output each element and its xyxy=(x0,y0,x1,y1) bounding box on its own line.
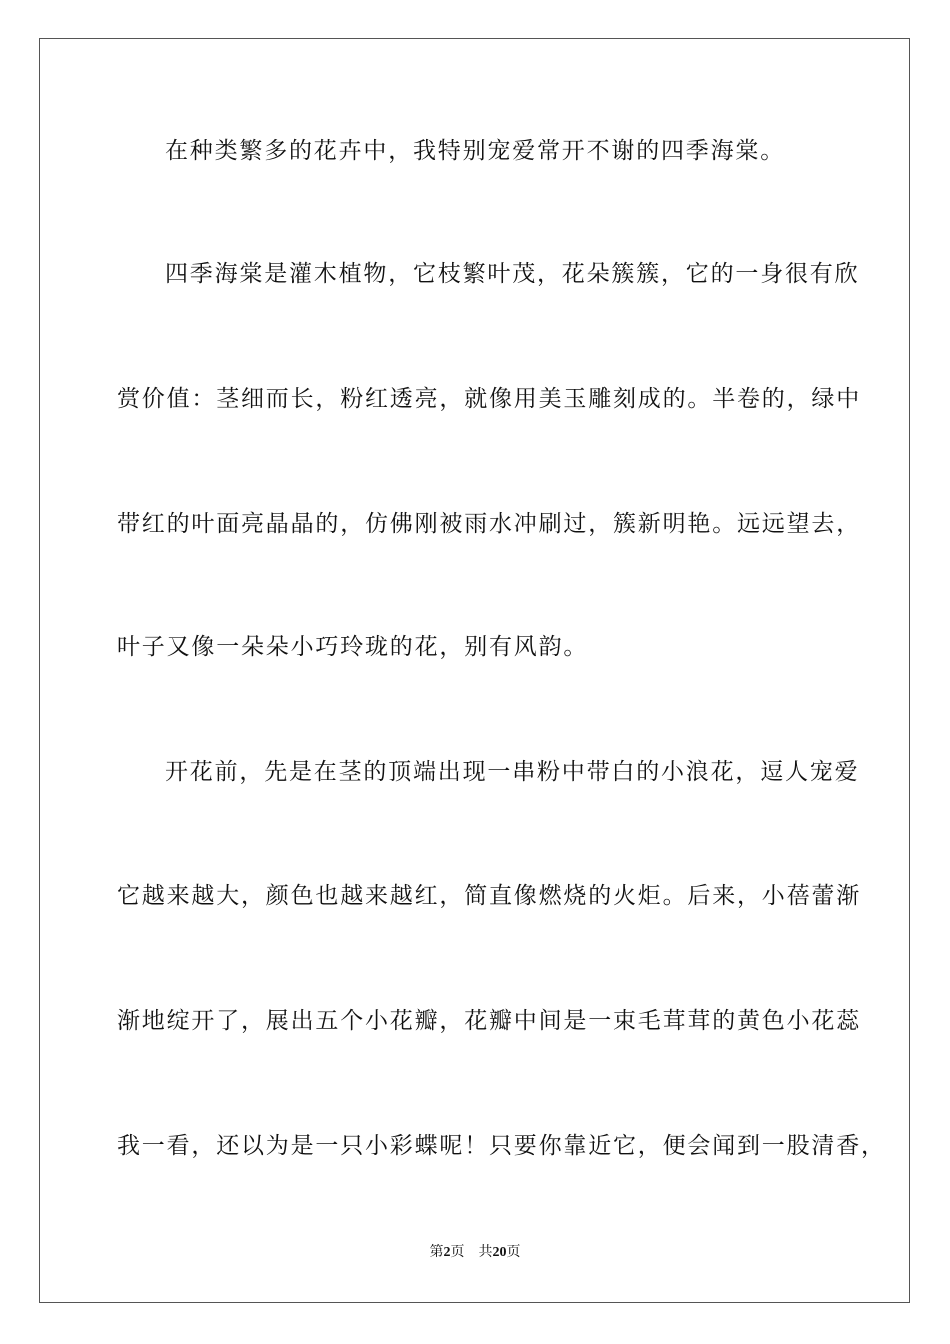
paragraph-line: 四季海棠是灌木植物，它枝繁叶茂，花朵簇簇，它的一身很有欣 xyxy=(165,261,860,287)
paragraph-line: 开花前，先是在茎的顶端出现一串粉中带白的小浪花，逗人宠爱 xyxy=(165,759,860,785)
page-border xyxy=(39,38,910,1303)
page-suffix: 页 xyxy=(450,1244,465,1260)
page-number: 2 xyxy=(443,1245,451,1260)
paragraph-line: 带红的叶面亮晶晶的，仿佛刚被雨水冲刷过，簇新明艳。远远望去， xyxy=(117,511,861,537)
total-suffix: 页 xyxy=(506,1244,521,1260)
paragraph-line: 我一看，还以为是一只小彩蝶呢！只要你靠近它，便会闻到一股清香， xyxy=(117,1133,886,1159)
paragraph-line: 叶子又像一朵朵小巧玲珑的花，别有风韵。 xyxy=(117,634,589,660)
page-footer xyxy=(0,1243,950,1262)
total-prefix: 共 xyxy=(478,1244,493,1260)
total-pages: 20 xyxy=(492,1245,507,1260)
paragraph-line: 它越来越大，颜色也越来越红，简直像燃烧的火炬。后来，小蓓蕾渐 xyxy=(117,883,861,909)
paragraph-line: 赏价值：茎细而长，粉红透亮，就像用美玉雕刻成的。半卷的，绿中 xyxy=(117,386,861,412)
page-prefix: 第 xyxy=(429,1244,444,1260)
paragraph-line: 渐地绽开了，展出五个小花瓣，花瓣中间是一束毛茸茸的黄色小花蕊 xyxy=(117,1008,861,1034)
paragraph-line: 在种类繁多的花卉中，我特别宠爱常开不谢的四季海棠。 xyxy=(165,138,785,164)
